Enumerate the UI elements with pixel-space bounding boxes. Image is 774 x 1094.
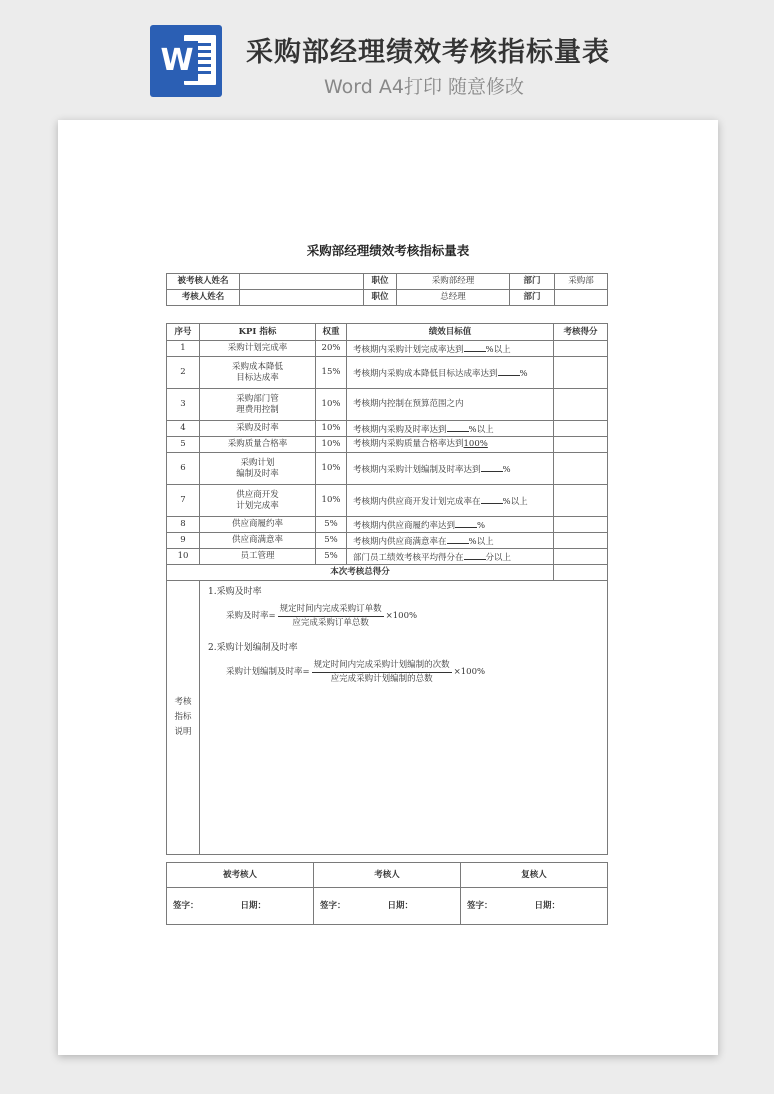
kpi-indicator bbox=[200, 517, 316, 533]
sign-label: 签字： bbox=[320, 900, 346, 911]
kpi-target bbox=[347, 389, 554, 421]
kpi-row bbox=[167, 437, 608, 453]
kpi-row bbox=[167, 517, 608, 533]
kpi-row bbox=[167, 549, 608, 565]
sign-label: 签字： bbox=[467, 900, 493, 911]
kpi-name: 采购质量合格率 bbox=[227, 439, 288, 449]
sign-label: 签字： bbox=[173, 900, 199, 911]
kpi-score[interactable] bbox=[554, 357, 608, 389]
assessor-dept-label: 部门 bbox=[510, 290, 555, 306]
banner-title: 采购部经理绩效考核指标量表 bbox=[246, 37, 610, 68]
kpi-weight: 10% bbox=[316, 389, 347, 421]
kpi-indicator bbox=[200, 357, 316, 389]
kpi-row bbox=[167, 533, 608, 549]
kpi-score[interactable] bbox=[554, 485, 608, 517]
kpi-name: 员工管理 bbox=[240, 551, 275, 561]
target-blank[interactable] bbox=[498, 366, 520, 376]
kpi-weight: 15% bbox=[316, 357, 347, 389]
kpi-name-line2: 编制及时率 bbox=[236, 468, 279, 479]
sign-cell-reviewer[interactable] bbox=[461, 888, 608, 925]
target-blank[interactable] bbox=[481, 462, 503, 472]
kpi-name-line2: 理费用控制 bbox=[236, 404, 279, 415]
kpi-target bbox=[347, 549, 554, 565]
document-title: 采购部经理绩效考核指标量表 bbox=[306, 243, 470, 258]
kpi-indicator bbox=[200, 533, 316, 549]
kpi-no: 4 bbox=[167, 421, 200, 437]
date-label: 日期： bbox=[387, 900, 414, 911]
sign-col-assessor: 考核人 bbox=[314, 863, 461, 888]
target-suffix: %以上 bbox=[502, 496, 528, 507]
header-kpi: KPI 指标 bbox=[200, 324, 316, 341]
kpi-target bbox=[347, 357, 554, 389]
kpi-indicator bbox=[200, 549, 316, 565]
assessor-name-label: 考核人姓名 bbox=[167, 290, 240, 306]
kpi-indicator bbox=[200, 389, 316, 421]
target-text: 考核期内供应商满意率在 bbox=[353, 536, 447, 547]
explain-label bbox=[167, 581, 200, 855]
kpi-total-row bbox=[167, 565, 608, 581]
target-suffix: 分以上 bbox=[485, 552, 512, 563]
target-blank[interactable] bbox=[481, 494, 503, 504]
header-score: 考核得分 bbox=[554, 324, 608, 341]
kpi-no: 8 bbox=[167, 517, 200, 533]
target-text: 考核期内采购计划编制及时率达到 bbox=[353, 464, 481, 475]
explain-label-line: 考核 bbox=[174, 697, 192, 707]
target-text: 考核期内供应商开发计划完成率在 bbox=[353, 496, 481, 507]
kpi-target bbox=[347, 485, 554, 517]
kpi-row bbox=[167, 357, 608, 389]
target-value: 100% bbox=[463, 439, 488, 449]
sign-col-assessee: 被考核人 bbox=[167, 863, 314, 888]
target-text: 考核期内控制在预算范围之内 bbox=[353, 399, 464, 409]
info-table bbox=[166, 273, 608, 306]
formula-1 bbox=[226, 604, 599, 629]
date-label: 日期： bbox=[240, 900, 267, 911]
target-text: 考核期内采购及时率达到 bbox=[353, 424, 447, 435]
kpi-name: 采购计划 bbox=[240, 457, 275, 468]
kpi-name: 采购部门管 bbox=[236, 393, 279, 404]
kpi-row bbox=[167, 341, 608, 357]
kpi-weight: 5% bbox=[316, 549, 347, 565]
kpi-no: 9 bbox=[167, 533, 200, 549]
total-score-label: 本次考核总得分 bbox=[167, 565, 554, 581]
formula-1-fraction bbox=[278, 604, 384, 629]
kpi-indicator bbox=[200, 437, 316, 453]
kpi-score[interactable] bbox=[554, 453, 608, 485]
kpi-indicator bbox=[200, 453, 316, 485]
kpi-score[interactable] bbox=[554, 389, 608, 421]
explain-label-line: 指标 bbox=[174, 712, 192, 722]
banner bbox=[0, 0, 774, 112]
kpi-weight: 5% bbox=[316, 517, 347, 533]
formula-1-right: ×100% bbox=[385, 611, 418, 621]
header-target: 绩效目标值 bbox=[347, 324, 554, 341]
kpi-target bbox=[347, 517, 554, 533]
kpi-target bbox=[347, 453, 554, 485]
formula-2-fraction bbox=[312, 660, 452, 685]
assessee-name-field[interactable] bbox=[240, 274, 364, 290]
formula-1-numerator: 规定时间内完成采购订单数 bbox=[278, 604, 384, 617]
target-text: 考核期内供应商履约率达到 bbox=[353, 520, 456, 531]
kpi-name-line2: 目标达成率 bbox=[236, 372, 279, 383]
kpi-target bbox=[347, 437, 554, 453]
target-blank[interactable] bbox=[447, 534, 469, 544]
kpi-weight: 20% bbox=[316, 341, 347, 357]
target-blank[interactable] bbox=[455, 518, 477, 528]
formula-2-right: ×100% bbox=[453, 667, 486, 677]
target-blank[interactable] bbox=[447, 422, 469, 432]
kpi-weight: 10% bbox=[316, 485, 347, 517]
kpi-score[interactable] bbox=[554, 549, 608, 565]
assessee-name-label: 被考核人姓名 bbox=[167, 274, 240, 290]
kpi-target bbox=[347, 341, 554, 357]
kpi-score[interactable] bbox=[554, 533, 608, 549]
assessee-dept-label: 部门 bbox=[510, 274, 555, 290]
target-suffix: % bbox=[502, 464, 511, 475]
assessor-name-field[interactable] bbox=[240, 290, 364, 306]
word-logo-letter: W bbox=[156, 41, 198, 81]
formula-1-left: 采购及时率= bbox=[226, 611, 276, 621]
kpi-score[interactable] bbox=[554, 517, 608, 533]
kpi-name: 供应商履约率 bbox=[231, 519, 283, 529]
kpi-target bbox=[347, 533, 554, 549]
kpi-no: 1 bbox=[167, 341, 200, 357]
explain-item-2: 2.采购计划编制及时率 bbox=[208, 643, 298, 653]
info-row-assessor bbox=[167, 290, 608, 306]
kpi-row bbox=[167, 389, 608, 421]
target-text: 考核期内采购质量合格率达到 bbox=[353, 439, 464, 449]
info-row-assessee bbox=[167, 274, 608, 290]
document-page bbox=[58, 120, 718, 1055]
explain-row bbox=[167, 581, 608, 855]
assessee-position-label: 职位 bbox=[364, 274, 397, 290]
formula-2-left: 采购计划编制及时率= bbox=[226, 667, 310, 677]
kpi-weight: 10% bbox=[316, 453, 347, 485]
explain-body bbox=[200, 581, 608, 855]
assessee-position-value[interactable]: 采购部经理 bbox=[397, 274, 510, 290]
sign-cell-assessee[interactable] bbox=[167, 888, 314, 925]
kpi-score[interactable] bbox=[554, 421, 608, 437]
kpi-indicator bbox=[200, 421, 316, 437]
kpi-target bbox=[347, 421, 554, 437]
target-text: 部门员工绩效考核平均得分在 bbox=[353, 552, 464, 563]
kpi-row bbox=[167, 453, 608, 485]
signature-header-row bbox=[167, 863, 608, 888]
kpi-name: 采购计划完成率 bbox=[227, 343, 288, 353]
target-text: 考核期内采购成本降低目标达成率达到 bbox=[353, 368, 498, 379]
signature-row bbox=[167, 888, 608, 925]
kpi-weight: 10% bbox=[316, 421, 347, 437]
formula-2 bbox=[226, 660, 599, 685]
explain-item-1: 1.采购及时率 bbox=[208, 587, 262, 597]
kpi-name: 采购及时率 bbox=[236, 423, 279, 433]
kpi-weight: 5% bbox=[316, 533, 347, 549]
kpi-row bbox=[167, 421, 608, 437]
kpi-no: 2 bbox=[167, 357, 200, 389]
header-no: 序号 bbox=[167, 324, 200, 341]
kpi-indicator bbox=[200, 341, 316, 357]
kpi-no: 10 bbox=[167, 549, 200, 565]
kpi-header-row bbox=[167, 324, 608, 341]
target-blank[interactable] bbox=[464, 550, 486, 560]
kpi-no: 3 bbox=[167, 389, 200, 421]
formula-1-denominator: 应完成采购订单总数 bbox=[292, 618, 369, 628]
header-weight: 权重 bbox=[316, 324, 347, 341]
date-label: 日期： bbox=[534, 900, 561, 911]
kpi-name: 供应商满意率 bbox=[231, 535, 283, 545]
sign-cell-assessor[interactable] bbox=[314, 888, 461, 925]
target-suffix: %以上 bbox=[468, 536, 494, 547]
kpi-no: 5 bbox=[167, 437, 200, 453]
banner-subtitle: Word A4打印 随意修改 bbox=[324, 76, 525, 98]
target-suffix: % bbox=[477, 520, 486, 531]
kpi-name: 供应商开发 bbox=[236, 489, 279, 500]
kpi-indicator bbox=[200, 485, 316, 517]
formula-2-denominator: 应完成采购计划编制的总数 bbox=[330, 674, 433, 684]
kpi-no: 6 bbox=[167, 453, 200, 485]
assessor-position-value[interactable]: 总经理 bbox=[397, 290, 510, 306]
kpi-row bbox=[167, 485, 608, 517]
word-logo-icon bbox=[150, 25, 222, 97]
kpi-table bbox=[166, 323, 608, 855]
kpi-weight: 10% bbox=[316, 437, 347, 453]
sign-col-reviewer: 复核人 bbox=[461, 863, 608, 888]
kpi-score[interactable] bbox=[554, 341, 608, 357]
signature-table bbox=[166, 862, 608, 925]
assessor-dept-value[interactable] bbox=[555, 290, 608, 306]
target-blank[interactable] bbox=[464, 342, 486, 352]
kpi-score[interactable] bbox=[554, 437, 608, 453]
target-suffix: % bbox=[519, 368, 528, 379]
explain-label-line: 说明 bbox=[174, 727, 192, 737]
target-suffix: %以上 bbox=[485, 344, 511, 355]
kpi-no: 7 bbox=[167, 485, 200, 517]
total-score-cell[interactable] bbox=[554, 565, 608, 581]
target-text: 考核期内采购计划完成率达到 bbox=[353, 344, 464, 355]
target-suffix: %以上 bbox=[468, 424, 494, 435]
formula-2-numerator: 规定时间内完成采购计划编制的次数 bbox=[312, 660, 452, 673]
kpi-name: 采购成本降低 bbox=[231, 361, 283, 372]
kpi-name-line2: 计划完成率 bbox=[236, 500, 279, 511]
assessor-position-label: 职位 bbox=[364, 290, 397, 306]
assessee-dept-value[interactable]: 采购部 bbox=[555, 274, 608, 290]
